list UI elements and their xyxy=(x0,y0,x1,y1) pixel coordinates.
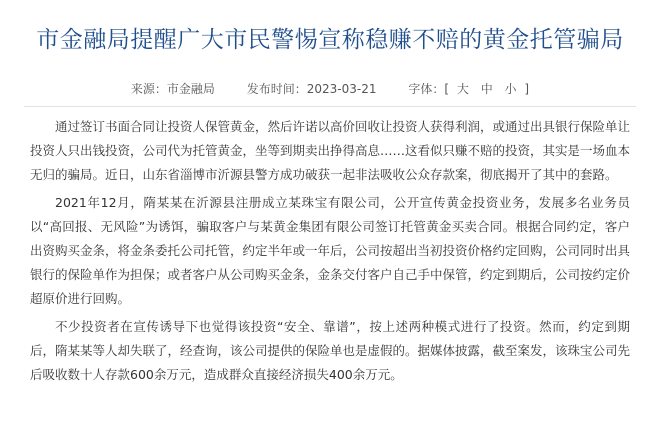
article-source: 来源：市金融局 xyxy=(130,82,215,96)
article-paragraph: 2021年12月，隋某某在沂源县注册成立某珠宝有限公司，公开宣传黄金投资业务，发展多名业务员以“高回报、无风险”为诱饵，骗取客户与某黄金集团有限公司签订托管黄金买卖合同。根据合同约定，客户出资购买金条，将金条委托公司托管，约定半年或一年后，公司按超出当初投资价格约定回购，公司同时出具银行的保险单作为担保；或者客户从公司购买金条，金条交付客户自己手中保管，约定到期后，公司按约定价超原价进行回购。 xyxy=(30,195,631,306)
font-size-label: 字体：[ xyxy=(408,82,450,96)
article-paragraph: 通过签订书面合同让投资人保管黄金，然后许诺以高价回收让投资人获得利润，或通过出具银行保险单让投资人只出钱投资，公司代为托管黄金，坐等到期卖出挣得高息……这看似只赚不赔的投资，其实是一场血本无归的骗局。近日，山东省淄博市沂源县警方成功破获一起非法吸收公众存款案，彻底揭开了其中的套路。 xyxy=(30,119,631,182)
article-body xyxy=(0,107,660,387)
font-size-control xyxy=(408,72,529,106)
publish-time: 发布时间：2023-03-21 xyxy=(246,82,377,96)
article-paragraph: 不少投资者在宣传诱导下也觉得该投资“安全、靠谱”，按上述两种模式进行了投资。然而，约定到期后，隋某某等人却失联了，经查询，该公司提供的保险单也是虚假的。据媒体披露，截至案发，该珠宝公司先后吸收数十人存款600余万元，造成群众直接经济损失400余万元。 xyxy=(30,319,631,382)
font-size-small-link[interactable]: 小 xyxy=(504,82,517,96)
article-title: 市金融局提醒广大市民警惕宣称稳赚不赔的黄金托管骗局 xyxy=(36,27,624,53)
article-meta xyxy=(24,72,636,107)
font-size-large-link[interactable]: 大 xyxy=(456,82,469,96)
font-size-medium-link[interactable]: 中 xyxy=(480,82,493,96)
font-size-bracket-end: ] xyxy=(524,82,530,96)
